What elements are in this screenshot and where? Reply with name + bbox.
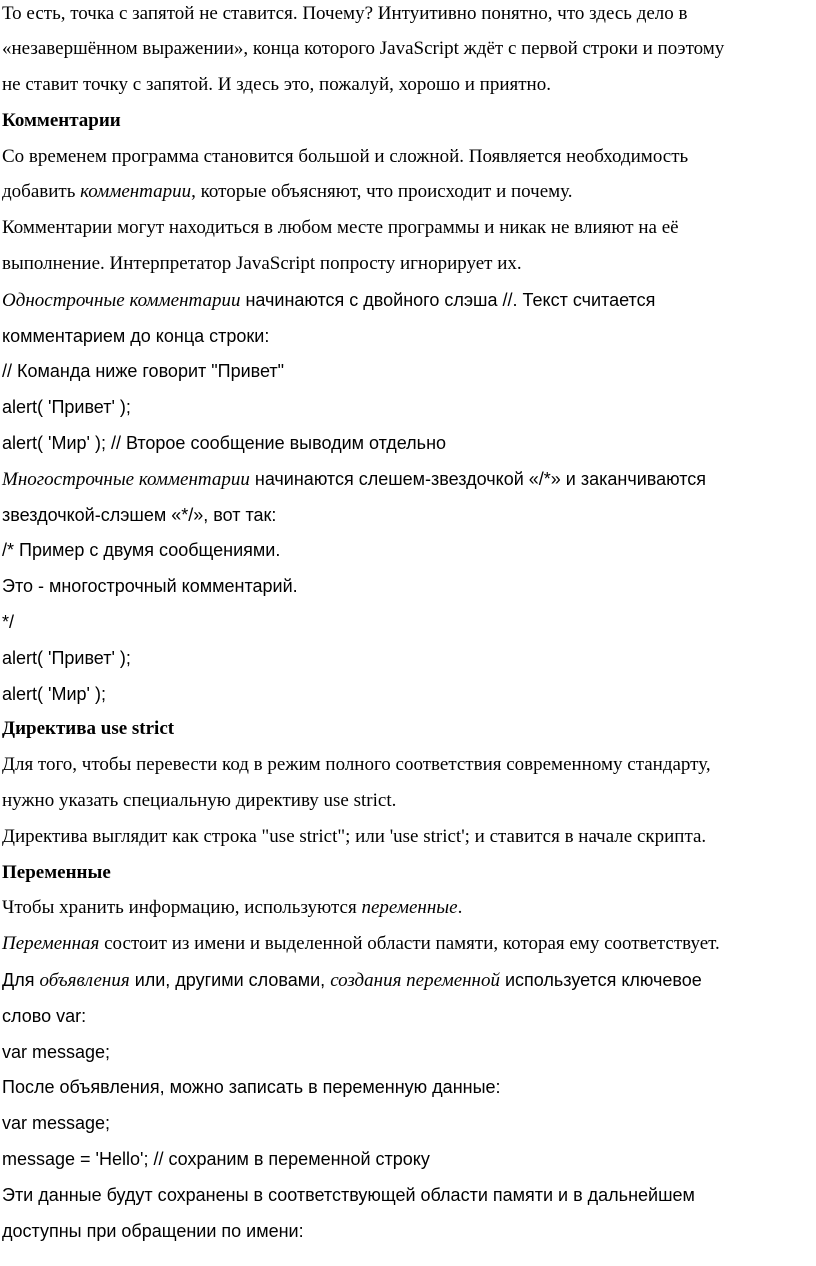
code-line bbox=[2, 1110, 110, 1136]
text: , которые объясняют, что происходит и почему. bbox=[191, 181, 573, 202]
code-line bbox=[2, 394, 131, 420]
text: или, другими словами, bbox=[129, 970, 331, 990]
italic-text: Многострочные комментарии bbox=[2, 469, 250, 490]
text: Директива выглядит как строка "use strict"; или 'use strict'; и ставится в начале скрипта. bbox=[2, 826, 707, 847]
italic-text: Переменная bbox=[2, 933, 100, 954]
code-text: /* Пример с двумя сообщениями. bbox=[2, 540, 281, 560]
paragraph-line bbox=[2, 1074, 501, 1100]
text: Эти данные будут сохранены в соответствующей области памяти и в дальнейшем bbox=[2, 1185, 695, 1205]
text: Для того, чтобы перевести код в режим полного соответствия современному стандарту, bbox=[2, 754, 711, 775]
section-heading-comments bbox=[2, 108, 121, 134]
section-heading-variables bbox=[2, 860, 111, 886]
text: начинаются слешем-звездочкой «/*» и заканчиваются bbox=[249, 469, 707, 489]
text: не ставит точку с запятой. И здесь это, пожалуй, хорошо и приятно. bbox=[2, 74, 551, 95]
heading-text: Переменные bbox=[2, 862, 111, 883]
text: выполнение. Интерпретатор JavaScript попросту игнорирует их. bbox=[2, 253, 522, 274]
italic-text: переменные bbox=[361, 897, 458, 918]
code-text: var message; bbox=[2, 1113, 111, 1133]
italic-text: объявления bbox=[39, 970, 130, 991]
paragraph-line bbox=[2, 215, 679, 241]
code-line bbox=[2, 645, 131, 671]
paragraph-line bbox=[2, 144, 688, 170]
code-text: alert( 'Привет' ); bbox=[2, 648, 131, 668]
italic-text: комментарии bbox=[80, 181, 192, 202]
code-text: // Команда ниже говорит "Привет" bbox=[2, 361, 285, 381]
paragraph-line bbox=[2, 323, 269, 349]
paragraph-line bbox=[2, 788, 396, 814]
section-heading-use-strict bbox=[2, 716, 174, 742]
paragraph-line bbox=[2, 895, 462, 921]
paragraph-line bbox=[2, 752, 711, 778]
text: «незавершённом выражении», конца которого JavaScript ждёт с первой строки и поэтому bbox=[2, 38, 725, 59]
text: комментарием до конца строки: bbox=[2, 326, 270, 346]
text: используется ключевое bbox=[499, 970, 702, 990]
paragraph-line bbox=[2, 251, 522, 277]
text: Для bbox=[2, 970, 40, 990]
heading-text: Директива use strict bbox=[2, 718, 175, 739]
paragraph-line bbox=[2, 502, 276, 528]
code-line bbox=[2, 537, 280, 563]
paragraph-line bbox=[2, 1182, 695, 1208]
code-text: Это - многострочный комментарий. bbox=[2, 576, 298, 596]
text: звездочкой-слэшем «*/», вот так: bbox=[2, 505, 277, 525]
paragraph-line bbox=[2, 179, 573, 205]
paragraph-line bbox=[2, 72, 551, 98]
italic-text: Однострочные комментарии bbox=[2, 290, 241, 311]
code-line bbox=[2, 1039, 110, 1065]
code-text: message = 'Hello'; // сохраним в переменной строку bbox=[2, 1149, 430, 1169]
paragraph-line bbox=[2, 1, 688, 27]
text: После объявления, можно записать в переменную данные: bbox=[2, 1077, 501, 1097]
code-line bbox=[2, 358, 284, 384]
text: начинаются с двойного слэша //. Текст считается bbox=[240, 290, 656, 310]
code-line bbox=[2, 681, 106, 707]
text: добавить bbox=[2, 181, 81, 202]
text: слово var: bbox=[2, 1006, 87, 1026]
code-text: alert( 'Мир' ); // Второе сообщение выводим отдельно bbox=[2, 433, 447, 453]
code-line bbox=[2, 573, 298, 599]
text: То есть, точка с запятой не ставится. Почему? Интуитивно понятно, что здесь дело в bbox=[2, 3, 688, 24]
paragraph-line bbox=[2, 1218, 304, 1244]
heading-text: Комментарии bbox=[2, 110, 121, 131]
code-line bbox=[2, 430, 446, 456]
paragraph-line bbox=[2, 824, 706, 850]
text: . bbox=[457, 897, 463, 918]
text: Чтобы хранить информацию, используются bbox=[2, 897, 362, 918]
text: состоит из имени и выделенной области памяти, которая ему соответствует. bbox=[99, 933, 720, 954]
code-text: */ bbox=[2, 612, 15, 632]
paragraph-line bbox=[2, 1003, 86, 1029]
text: Со временем программа становится большой и сложной. Появляется необходимость bbox=[2, 146, 689, 167]
text: Комментарии могут находиться в любом месте программы и никак не влияют на её bbox=[2, 217, 679, 238]
paragraph-line bbox=[2, 967, 702, 994]
text: доступны при обращении по имени: bbox=[2, 1221, 304, 1241]
paragraph-line bbox=[2, 36, 724, 62]
paragraph-line bbox=[2, 466, 706, 493]
code-line bbox=[2, 1146, 430, 1172]
code-text: var message; bbox=[2, 1042, 111, 1062]
paragraph-line bbox=[2, 931, 720, 957]
code-line bbox=[2, 609, 14, 635]
code-text: alert( 'Привет' ); bbox=[2, 397, 131, 417]
text: нужно указать специальную директиву use strict. bbox=[2, 790, 397, 811]
code-text: alert( 'Мир' ); bbox=[2, 684, 106, 704]
paragraph-line bbox=[2, 287, 655, 314]
italic-text: создания переменной bbox=[330, 970, 500, 991]
